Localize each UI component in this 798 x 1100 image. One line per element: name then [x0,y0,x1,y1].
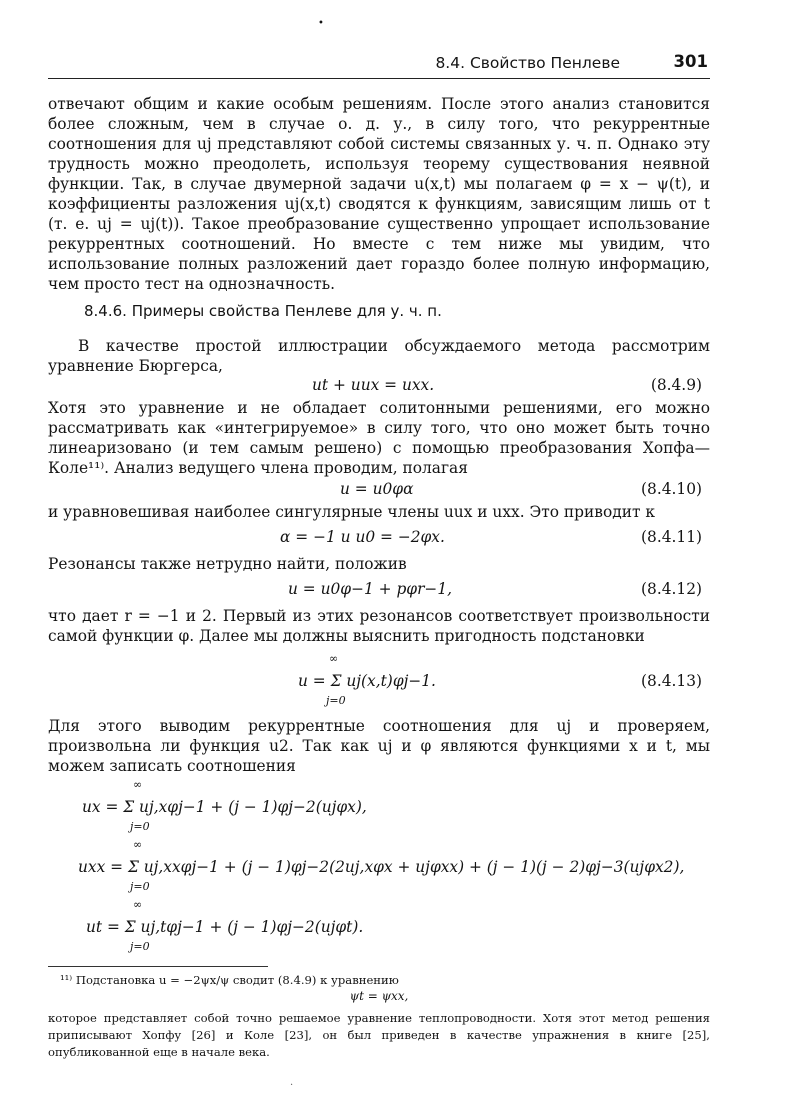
paragraph-6: что дает r = −1 и 2. Первый из этих резонансов соответствует произвольности самой функции φ. Далее мы должны выяснить пригодность подстановки [48,607,710,645]
equation-body: ux = Σ uj,xφj−1 + (j − 1)φj−2(ujφx), [82,798,367,816]
equation-number: (8.4.9) [650,376,702,394]
sum-lower-limit: j=0 [130,880,150,893]
running-header [48,52,710,79]
equation-number: (8.4.12) [641,580,702,598]
equation-body: u = Σ uj(x,t)φj−1. [298,672,436,690]
recurrence-ut [48,918,710,940]
paragraph-1: отвечают общим и какие особым решениям. После этого анализ становится более сложным, чем в случае о. д. у., в силу того, что рекуррентные соотношения для uj представляют собой системы связанных у. ч. п. Однако эту трудность можно преодолеть, используя теорему существования неявной функции. Так, в случае двумерной задачи u(x,t) мы полагаем φ = x − ψ(t), и коэффициенты разложения uj(x,t) сводятся к функциям, зависящим лишь от t (т. е. uj = uj(t)). Такое преобразование существенно упрощает использование рекуррентных соотношений. Но вместе с тем ниже мы увидим, что использование полных разложений дает гораздо более полную информацию, чем просто тест на однозначность. [48,95,710,293]
equation-body: ut + uux = uxx. [312,376,435,394]
equation-body: α = −1 и u0 = −2φx. [280,528,445,546]
equation-number: (8.4.10) [641,480,702,498]
sum-upper-limit: ∞ [329,652,339,665]
equation-8-4-9 [48,376,710,398]
recurrence-ux [48,798,710,820]
equation-body: uxx = Σ uj,xxφj−1 + (j − 1)φj−2(2uj,xφx + ujφxx) + (j − 1)(j − 2)φj−3(ujφx2), [78,858,685,876]
sum-upper-limit: ∞ [133,838,143,851]
footnote-first-line: ¹¹⁾ Подстановка u = −2ψx/ψ сводит (8.4.9) к уравнению [60,973,399,987]
equation-body: ut = Σ uj,tφj−1 + (j − 1)φj−2(ujφt). [86,918,364,936]
equation-8-4-12 [48,580,710,602]
paragraph-2: В качестве простой иллюстрации обсуждаемого метода рассмотрим уравнение Бюргерса, [48,337,710,375]
paragraph-7: Для этого выводим рекуррентные соотношения для uj и проверяем, произвольна ли функция u2. Так как uj и φ являются функциями x и t, мы можем записать соотношения [48,717,710,775]
paragraph-3: Хотя это уравнение и не обладает солитонными решениями, его можно рассматривать как «интегрируемое» в силу того, что оно может быть точно линеаризовано (и тем самым решено) с помощью преобразования Хопфа—Коле¹¹⁾. Анализ ведущего члена проводим, полагая [48,399,710,477]
sum-upper-limit: ∞ [133,898,143,911]
equation-number: (8.4.11) [641,528,702,546]
sum-upper-limit: ∞ [133,778,143,791]
equation-8-4-11 [48,528,710,550]
section-title: 8.4. Свойство Пенлеве [435,54,620,72]
page-number: 301 [673,52,708,71]
sum-lower-limit: j=0 [326,694,346,707]
subsection-heading: 8.4.6. Примеры свойства Пенлеве для у. ч. п. [84,302,442,320]
equation-8-4-13 [48,672,710,694]
sum-lower-limit: j=0 [130,820,150,833]
paragraph-5: Резонансы также нетрудно найти, положив [48,555,407,573]
equation-8-4-10 [48,480,710,502]
equation-body: u = u0φα [340,480,414,498]
recurrence-uxx [48,858,710,880]
print-speck: · [290,1080,294,1091]
print-speck: • [318,18,324,29]
paragraph-4: и уравновешивая наиболее сингулярные члены uux и uxx. Это приводит к [48,503,655,521]
equation-number: (8.4.13) [641,672,702,690]
equation-body: u = u0φ−1 + pφr−1, [288,580,453,598]
footnote-text: которое представляет собой точно решаемое уравнение теплопроводности. Хотя этот метод решения приписывают Хопфу [26] и Коле [23], он был приведен в качестве упражнения в книге [25], опубликованной еще в начале века. [48,1011,710,1059]
footnote-equation: ψt = ψxx, [349,989,409,1003]
sum-lower-limit: j=0 [130,940,150,953]
footnote-rule [48,966,268,967]
